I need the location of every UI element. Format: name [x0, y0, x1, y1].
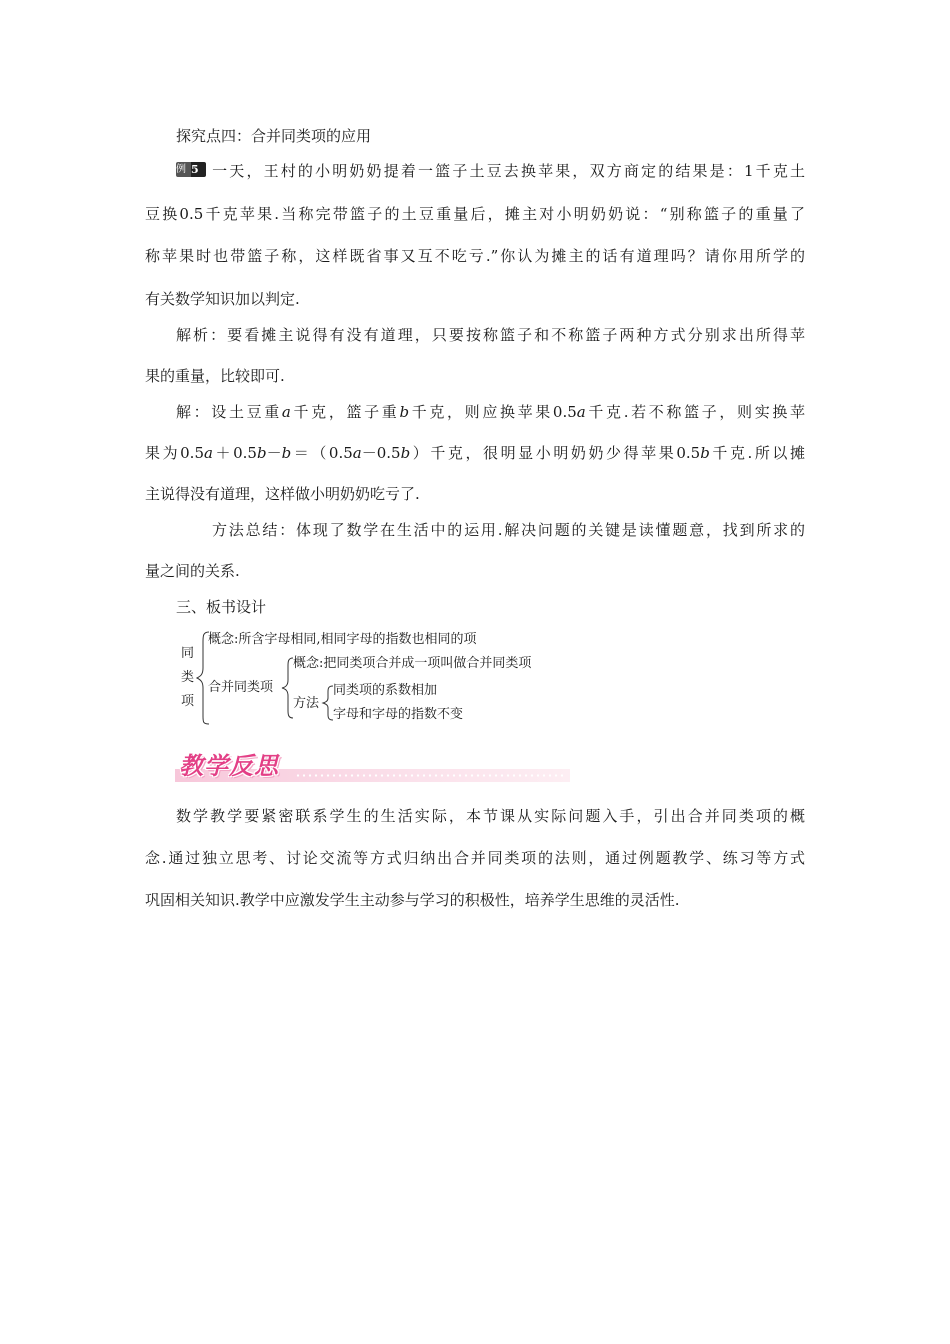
example-line-1: [176, 161, 805, 181]
rule-1: 同类项的系数相加: [333, 683, 438, 698]
merge-label: 合并同类项: [208, 680, 274, 695]
var-b: b: [400, 444, 411, 462]
reflection-line-1: 数学教学要紧密联系学生的生活实际，本节课从实际问题入手，引出合并同类项的概: [176, 807, 805, 825]
var-a: a: [281, 403, 291, 421]
analysis-line-2: 果的重量，比较即可.: [145, 367, 285, 385]
board-diagram: [175, 628, 595, 728]
example-text: 一天，王村的小明奶奶提着一篮子土豆去换苹果，双方商定的结果是：1千克土: [210, 162, 805, 180]
solution-line-1: 解：设土豆重a千克，篮子重b千克，则应换苹果0.5a千克.若不称篮子，则实换苹: [176, 403, 805, 421]
example-line-3: 称苹果时也带篮子称，这样既省事又互不吃亏.”你认为摊主的话有道理吗？请你用所学的: [145, 247, 805, 265]
analysis-line-1: 解析：要看摊主说得有没有道理，只要按称篮子和不称篮子两种方式分别求出所得苹: [176, 326, 805, 344]
root-char-1: 同: [181, 646, 195, 661]
solution-line-3: 主说得没有道理，这样做小明奶奶吃亏了.: [145, 485, 420, 503]
reflection-heading: 教学反思: [179, 752, 279, 780]
reflection-heading-band: [175, 749, 570, 783]
var-b: b: [700, 444, 710, 462]
heading-dots: [295, 774, 565, 777]
root-char-3: 项: [181, 694, 195, 709]
var-b: b: [281, 444, 292, 462]
reflection-line-2: 念.通过独立思考、讨论交流等方式归纳出合并同类项的法则，通过例题教学、练习等方式: [145, 849, 805, 867]
merge-concept-text: 概念:把同类项合并成一项叫做合并同类项: [293, 656, 532, 671]
var-b: b: [256, 444, 267, 462]
solution-line-2: 果为0.5a＋0.5b－b＝（0.5a－0.5b）千克，很明显小明奶奶少得苹果0.5b千克.所以摊: [145, 444, 805, 462]
var-b: b: [399, 403, 410, 421]
method-line-2: 量之间的关系.: [145, 562, 240, 580]
example-badge: [176, 162, 206, 177]
var-a: a: [576, 403, 586, 421]
example-line-4: 有关数学知识加以判定.: [145, 290, 300, 308]
var-a: a: [352, 444, 362, 462]
concept-text: 概念:所含字母相同,相同字母的指数也相同的项: [208, 632, 477, 647]
board-title: 三、板书设计: [176, 598, 267, 616]
rule-2: 字母和字母的指数不变: [333, 707, 464, 722]
method-label: 方法: [293, 696, 320, 711]
example-badge-label: 例: [176, 162, 191, 177]
reflection-line-3: 巩固相关知识.教学中应激发学生主动参与学习的积极性，培养学生思维的灵活性.: [145, 891, 680, 909]
method-line-1: 方法总结：体现了数学在生活中的运用.解决问题的关键是读懂题意，找到所求的: [212, 521, 805, 539]
root-char-2: 类: [181, 670, 195, 685]
example-badge-number: 5: [191, 162, 206, 177]
var-a: a: [204, 444, 213, 462]
section-heading: 探究点四：合并同类项的应用: [176, 127, 372, 145]
example-line-2: 豆换0.5千克苹果.当称完带篮子的土豆重量后，摊主对小明奶奶说：“别称篮子的重量了: [145, 205, 805, 223]
